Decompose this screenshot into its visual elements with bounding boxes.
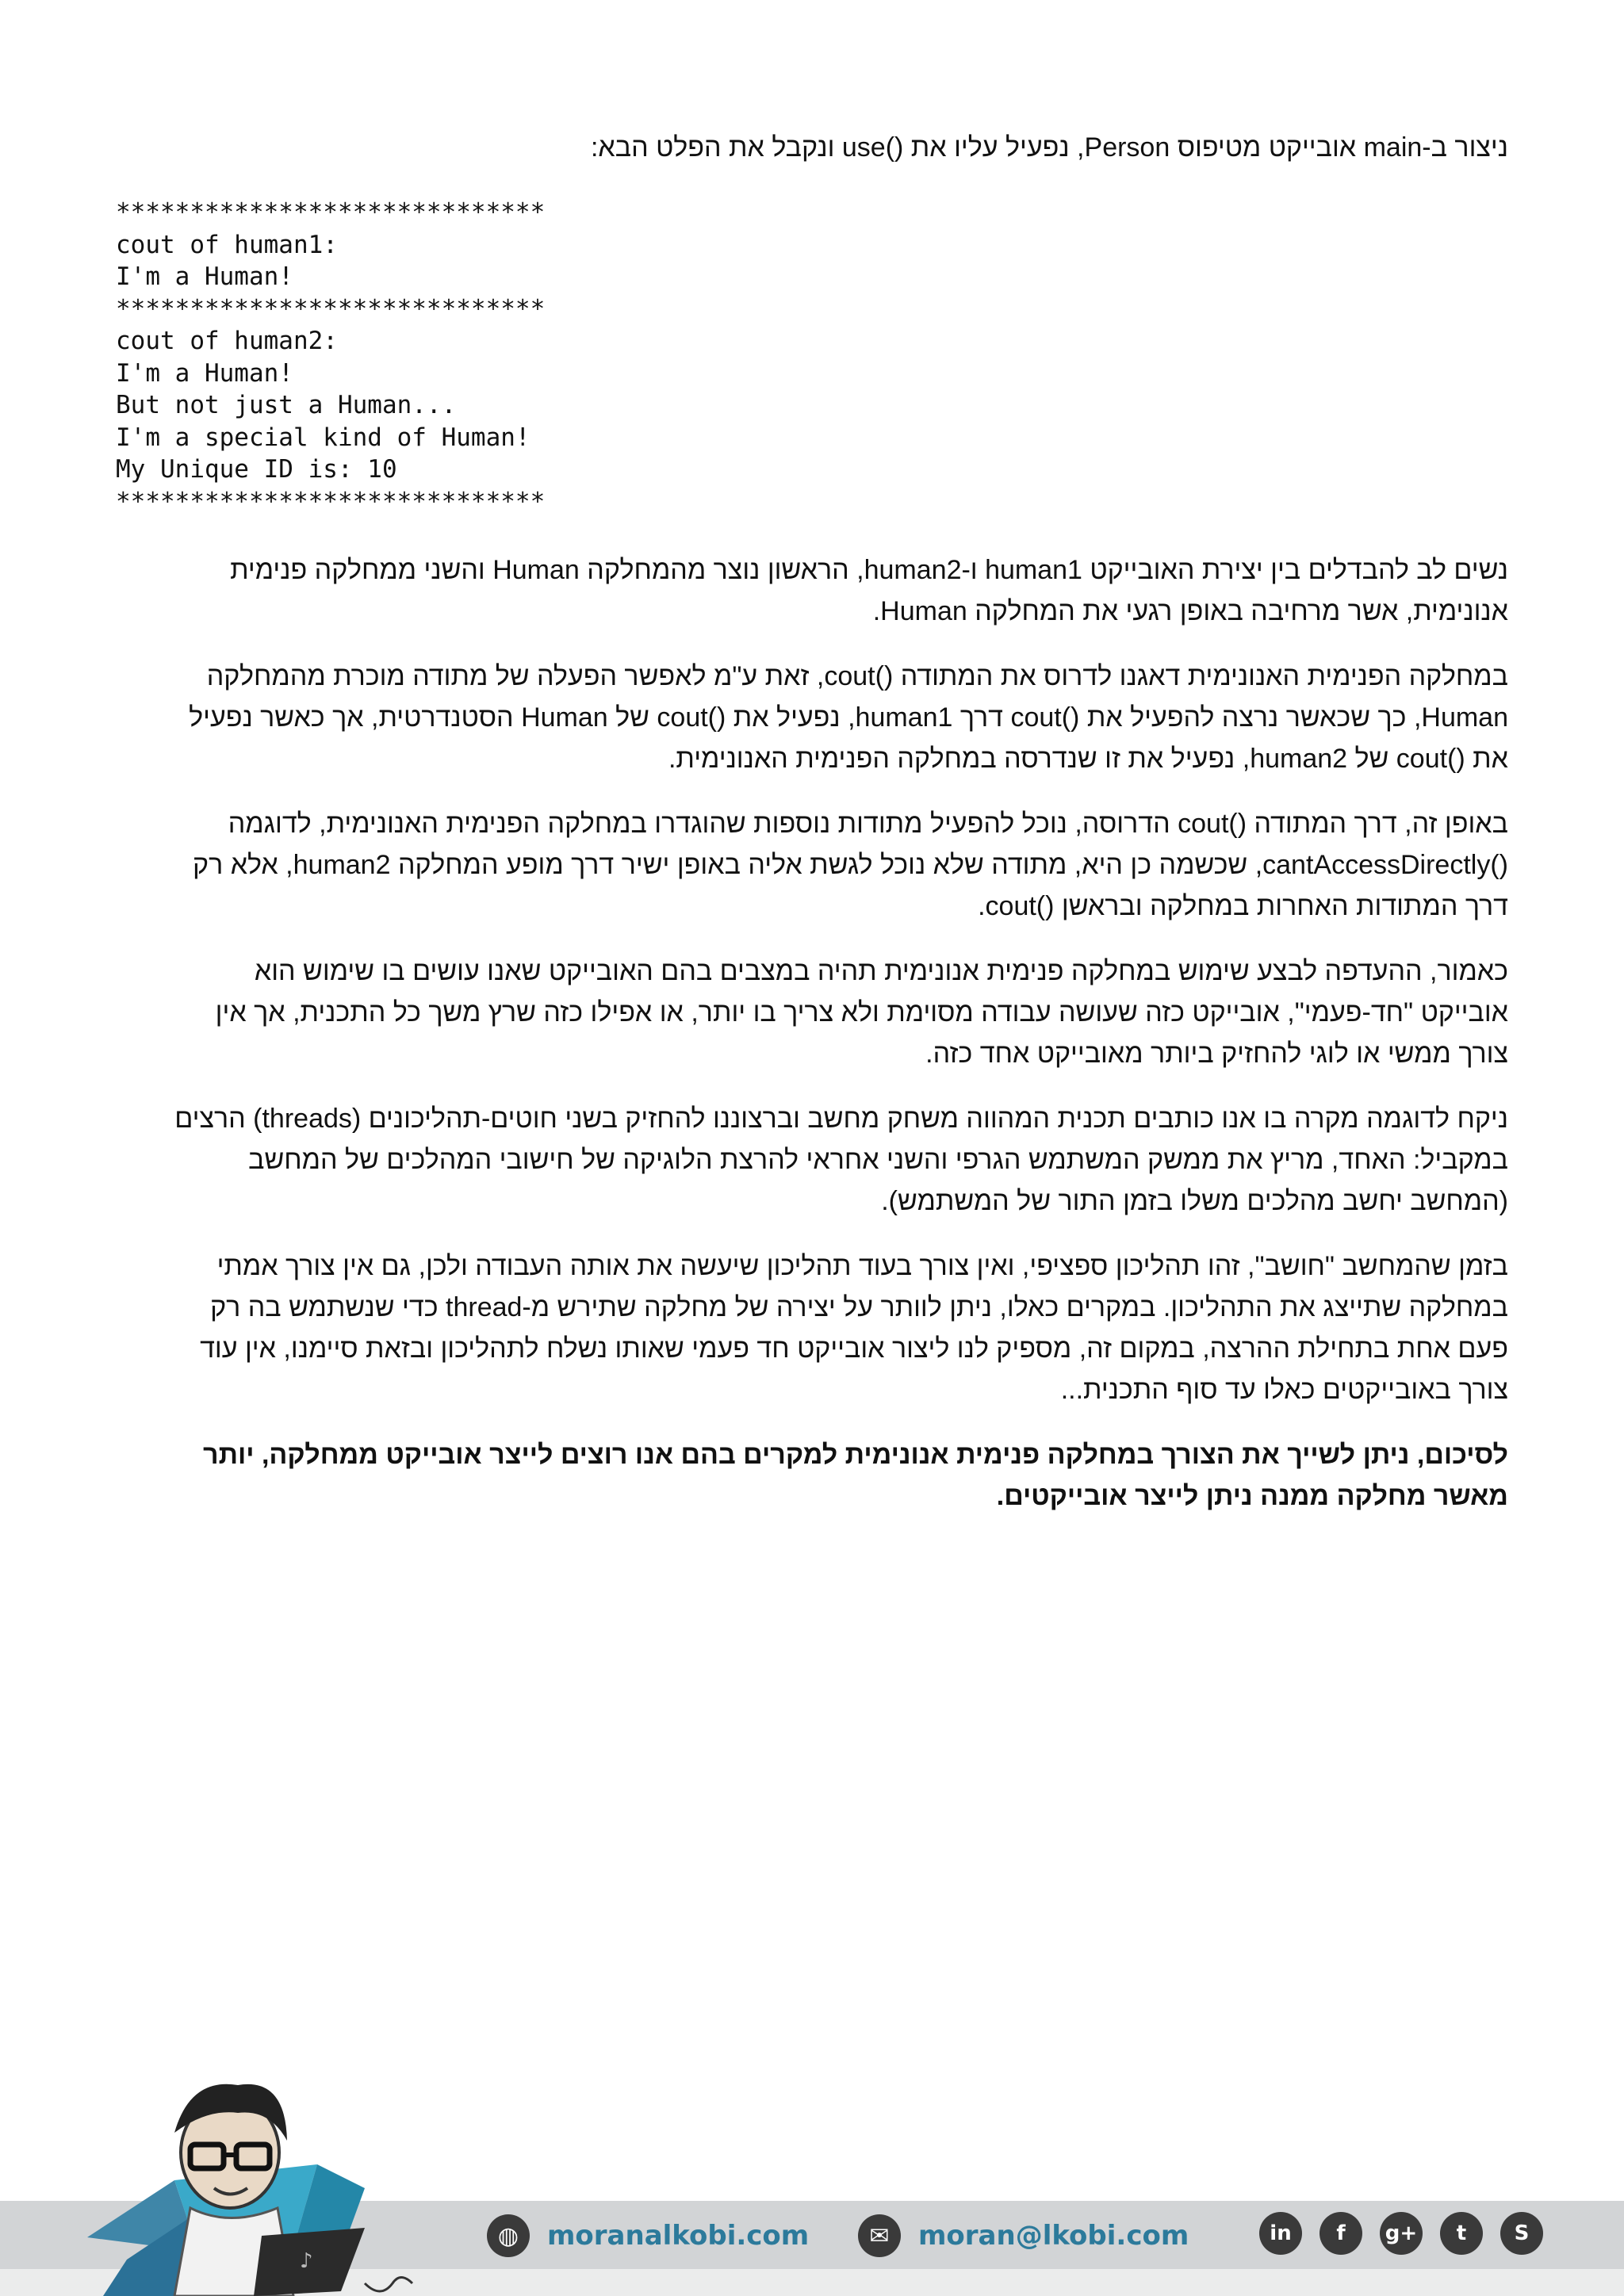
paragraph-additional-methods <box>116 803 1508 927</box>
summary-paragraph <box>116 1434 1508 1517</box>
summary-line: לסיכום, ניתן לשייך את הצורך במחלקה פנימית אנונימית למקרים בהם אנו רוצים לייצר אובייקט ממחלקה, יותר <box>203 1440 1508 1470</box>
social-links <box>1259 2212 1543 2255</box>
console-line: But not just a Human... <box>116 391 457 419</box>
console-line: ***************************** <box>116 487 546 516</box>
paragraph-line: צורך באובייקטים כאלו עד סוף התכנית... <box>1060 1375 1508 1405</box>
console-line: My Unique ID is: 10 <box>116 455 397 484</box>
paragraph-line: נשים לב להבדלים בין יצירת האובייקט human1 ו-human2, הראשון נוצר מהמחלקה Human והשני ממחלקה פנימית <box>230 555 1508 585</box>
console-line: I'm a special kind of Human! <box>116 423 530 452</box>
summary-line: מאשר מחלקה ממנה ניתן לייצר אובייקטים. <box>996 1481 1508 1511</box>
intro-paragraph: ניצור ב-main אובייקט מטיפוס Person, נפעיל עליו את ()use ונקבל את הפלט הבא: <box>590 132 1508 163</box>
console-line: I'm a Human! <box>116 358 293 388</box>
paragraph-line: אנונימית, אשר מרחיבה באופן רגעי את המחלקה Human. <box>872 596 1508 626</box>
paragraph-line: דרך המתודות האחרות במחלקה ובראשן ()cout. <box>978 891 1508 921</box>
console-line: ***************************** <box>116 294 546 323</box>
paragraph-differences <box>116 549 1508 632</box>
console-line: cout of human2: <box>116 327 338 355</box>
paragraph-line: במחלקה שתייצג את התהליכון. במקרים כאלו, ניתן לוותר על יצירה של מחלקה שתירש מ-thread כדי שנשתמש בה רק <box>210 1292 1508 1322</box>
paragraph-line: ()cantAccessDirectly, שכשמה כן היא, מתודה שלא נוכל לגשת אליה באופן ישיר דרך מופע המחלקה human2, אלא רק <box>193 850 1508 880</box>
website-link[interactable] <box>487 2212 809 2260</box>
paragraph-thinking <box>116 1246 1508 1410</box>
paragraph-line: (המחשב יחשב מהלכים משלו בזמן התור של המשתמש). <box>881 1186 1508 1216</box>
globe-icon: ◍ <box>487 2214 530 2257</box>
skype-icon[interactable]: S <box>1500 2212 1543 2255</box>
email-text[interactable]: moran@lkobi.com <box>918 2220 1189 2252</box>
paragraph-line: Human, כך שכאשר נרצה להפעיל את ()cout דרך human1, נפעיל את ()cout של Human הסטנדרטית, אך כאשר נפעיל <box>189 702 1508 733</box>
mascot-illustration <box>79 2069 420 2296</box>
linkedin-icon[interactable]: in <box>1259 2212 1302 2255</box>
paragraph-line: ניקח לדוגמה מקרה בו אנו כותבים תכנית המהווה משחק מחשב וברצוננו להחזיק בשני חוטים-תהליכונים (threads) הרצים <box>174 1104 1508 1134</box>
paragraph-line: אובייקט "חד-פעמי", אובייקט כזה שעושה עבודה מסוימת ולא צריך בו יותר, או אפילו כזה שרץ משך כל התכנית, אך אין <box>215 997 1508 1027</box>
paragraph-line: פעם אחת בתחילת ההרצה, במקום זה, מספיק לנו ליצור אובייקט חד פעמי שאותו נשלח לתהליכון ובזאת סיימנו, אין עוד <box>200 1334 1508 1364</box>
paragraph-line: במחלקה הפנימית האנונימית דאגנו לדרוס את המתודה ()cout, זאת ע"מ לאפשר הפעלה של מתודה מוכרת מהמחלקה <box>206 661 1508 691</box>
console-line: ***************************** <box>116 198 546 227</box>
paragraph-line: את ()cout של human2, נפעיל את זו שנדרסה במחלקה הפנימית האנונימית. <box>668 744 1508 774</box>
svg-text:♪: ♪ <box>300 2249 313 2273</box>
paragraph-line: באופן זה, דרך המתודה ()cout הדרוסה, נוכל להפעיל מתודות נוספות שהוגדרו במחלקה הפנימית האנונימית, לדוגמה <box>228 809 1508 839</box>
email-link[interactable] <box>858 2212 1189 2260</box>
twitter-icon[interactable]: t <box>1440 2212 1483 2255</box>
paragraph-line: כאמור, ההעדפה לבצע שימוש במחלקה פנימית אנונימית תהיה במצבים בהם האובייקט שאנו עושים בו שימוש הוא <box>254 956 1508 986</box>
paragraph-override <box>116 656 1508 779</box>
facebook-icon[interactable]: f <box>1320 2212 1362 2255</box>
paragraph-example-threads <box>116 1098 1508 1222</box>
document-body <box>116 127 1508 1540</box>
console-line: I'm a Human! <box>116 262 293 291</box>
paragraph-line: צורך ממשי או לוגי להחזיק ביותר מאובייקט אחד כזה. <box>925 1039 1508 1069</box>
console-line: cout of human1: <box>116 230 338 259</box>
console-output <box>116 197 1508 518</box>
paragraph-line: בזמן שהמחשב "חושב", זהו תהליכון ספציפי, ואין צורך בעוד תהליכון שיעשה את אותה העבודה ולכן, גם אין צורך אמתי <box>216 1251 1508 1281</box>
paragraph-preference <box>116 951 1508 1074</box>
mail-icon: ✉ <box>858 2214 901 2257</box>
website-text[interactable]: moranalkobi.com <box>547 2220 810 2252</box>
google-plus-icon[interactable]: g+ <box>1380 2212 1423 2255</box>
paragraph-line: במקביל: האחד, מריץ את ממשק המשתמש הגרפי והשני אחראי להרצת הלוגיקה של חישובי המהלכים של המחשב <box>248 1145 1508 1175</box>
